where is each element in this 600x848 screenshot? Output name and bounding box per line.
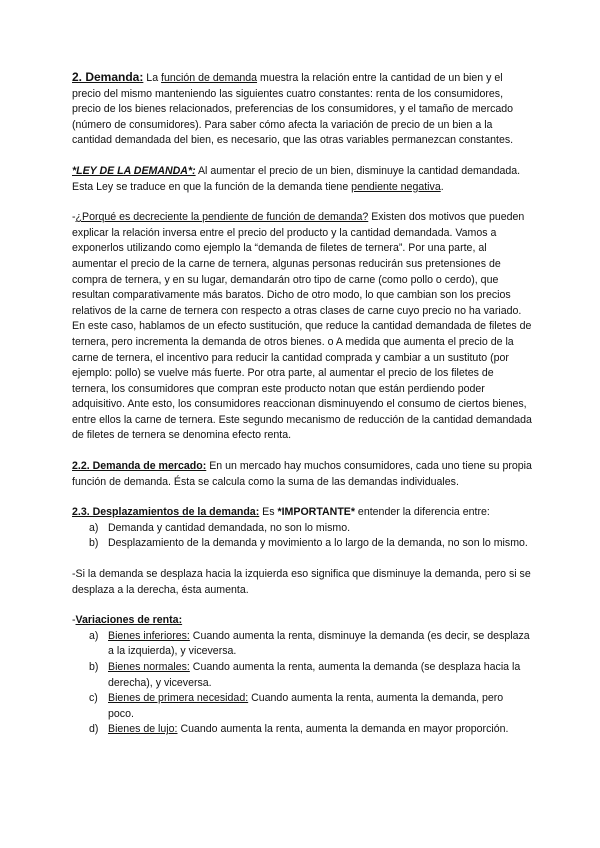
text: -	[72, 614, 76, 627]
ley-heading: *LEY DE LA DEMANDA*:	[72, 164, 196, 177]
list-item-text: Cuando aumenta la renta, aumenta la demanda, pero poco.	[108, 692, 504, 720]
section-heading: 2.2. Demanda de mercado:	[72, 460, 207, 473]
list-item-text: Cuando aumenta la renta, aumenta la demanda en mayor proporción.	[177, 723, 509, 736]
list-marker: b)	[89, 537, 99, 550]
text: entender la diferencia entre:	[354, 506, 490, 519]
section-demanda-mercado	[72, 459, 532, 490]
desplazamientos-intro	[72, 505, 532, 521]
paragraph-text: Existen dos motivos que pueden explicar la relación inversa entre el precio del producto y la cantidad demandada. Vamos a exponerlos utilizando como ejemplo la “demanda de filetes de ternera”. Por una parte, al aumentar el precio de la carne de ternera, algunas personas reducirán sus pretensiones de compra de ternera, y en su lugar, demandarán otro tipo de carne (como pollo o cerdo), que resultan comparativamente más baratos. Dicho de otro modo, lo que cambian son los precios relativos de la carne de ternera con respecto a otras clases de carne cuyo precio no ha variado. En este caso, hablamos de un efecto sustitución, que reduce la cantidad demandada de filetes de ternera, pero incrementa la demanda de otros bienes. o A medida que aumenta el precio de la carne de ternera, el incentivo para reducir la cantidad comprada y cambiar a un sustituto (por ejemplo: pollo) se vuelve más fuerte. Por otra parte, al aumentar el precio de los filetes de ternera, los consumidores que compran este producto notan que están perdiendo poder adquisitivo. Ante esto, los consumidores reaccionan disminuyendo el consumo de ciertos bienes, entre ellos la carne de ternera. Este segundo mecanismo de reducción de la cantidad demandada de filetes de ternera se denomina efecto renta.	[72, 211, 532, 442]
paragraph-text: En un mercado hay muchos consumidores, cada uno tiene su propia función de demanda. Ésta se calcula como la suma de las demandas individuales.	[72, 460, 532, 488]
section-heading: 2. Demanda:	[72, 70, 144, 84]
porque-question: ¿Porqué es decreciente la pendiente de función de demanda?	[75, 211, 369, 224]
section-heading: Variaciones de renta:	[75, 614, 183, 627]
list-item	[72, 536, 532, 552]
text: Es	[259, 506, 278, 519]
section-variaciones-renta	[72, 613, 532, 738]
paragraph-text: muestra la relación entre la cantidad de un bien y el precio del mismo manteniendo las siguientes cuatro constantes: renta de los consumidores, precio de los bienes relacionados, preferencias de los consumidores, y el tamaño de mercado (número de consumidores). Para saber cómo afecta la variación de precio de un bien a la cantidad demandada del bien, es necesario, que las otras variables permanezcan constantes.	[72, 72, 514, 147]
list-marker: c)	[89, 692, 98, 705]
list-item-text: Cuando aumenta la renta, aumenta la demanda (se desplaza hacia la derecha), y viceversa.	[108, 661, 521, 689]
section-ley-demanda	[72, 164, 532, 195]
document-page	[72, 70, 532, 738]
list-item	[72, 722, 532, 738]
variaciones-heading-line	[72, 613, 532, 629]
list-marker: a)	[89, 629, 99, 642]
list-marker: b)	[89, 661, 99, 673]
section-desplazamientos	[72, 505, 532, 552]
text: La	[143, 72, 162, 84]
important-label: *IMPORTANTE*	[277, 506, 355, 519]
list-item	[72, 521, 532, 537]
term: Bienes de lujo:	[108, 723, 178, 736]
term: Bienes inferiores:	[108, 629, 190, 642]
list-item	[72, 691, 532, 722]
term: Bienes de primera necesidad:	[108, 692, 249, 705]
section-demanda	[72, 70, 532, 149]
paragraph-izquierda: -Si la demanda se desplaza hacia la izquierda eso significa que disminuye la demanda, pero si se desplaza a la derecha, ésta aumenta.	[72, 568, 531, 596]
pendiente-negativa: pendiente negativa	[351, 180, 441, 193]
section-heading: 2.3. Desplazamientos de la demanda:	[72, 506, 260, 519]
renta-list	[72, 629, 532, 738]
list-marker: a)	[89, 521, 99, 534]
term-funcion-demanda: función de demanda	[161, 72, 258, 84]
text: -	[72, 211, 76, 224]
text: .	[440, 180, 444, 193]
desplazamientos-list	[72, 521, 532, 552]
term: Bienes normales:	[108, 661, 190, 673]
section-porque	[72, 210, 532, 444]
list-item-text: Desplazamiento de la demanda y movimiento a lo largo de la demanda, no son lo mismo.	[108, 537, 528, 550]
list-item-text: Demanda y cantidad demandada, no son lo mismo.	[108, 521, 351, 534]
list-item-text: Cuando aumenta la renta, disminuye la demanda (es decir, se desplaza a la izquierda), y viceversa.	[108, 629, 530, 658]
paragraph-text: Al aumentar el precio de un bien, disminuye la cantidad demandada. Esta Ley se traduce en que la función de la demanda tiene	[72, 164, 521, 193]
list-item	[72, 629, 532, 660]
list-item	[72, 660, 532, 691]
list-marker: d)	[89, 723, 99, 736]
